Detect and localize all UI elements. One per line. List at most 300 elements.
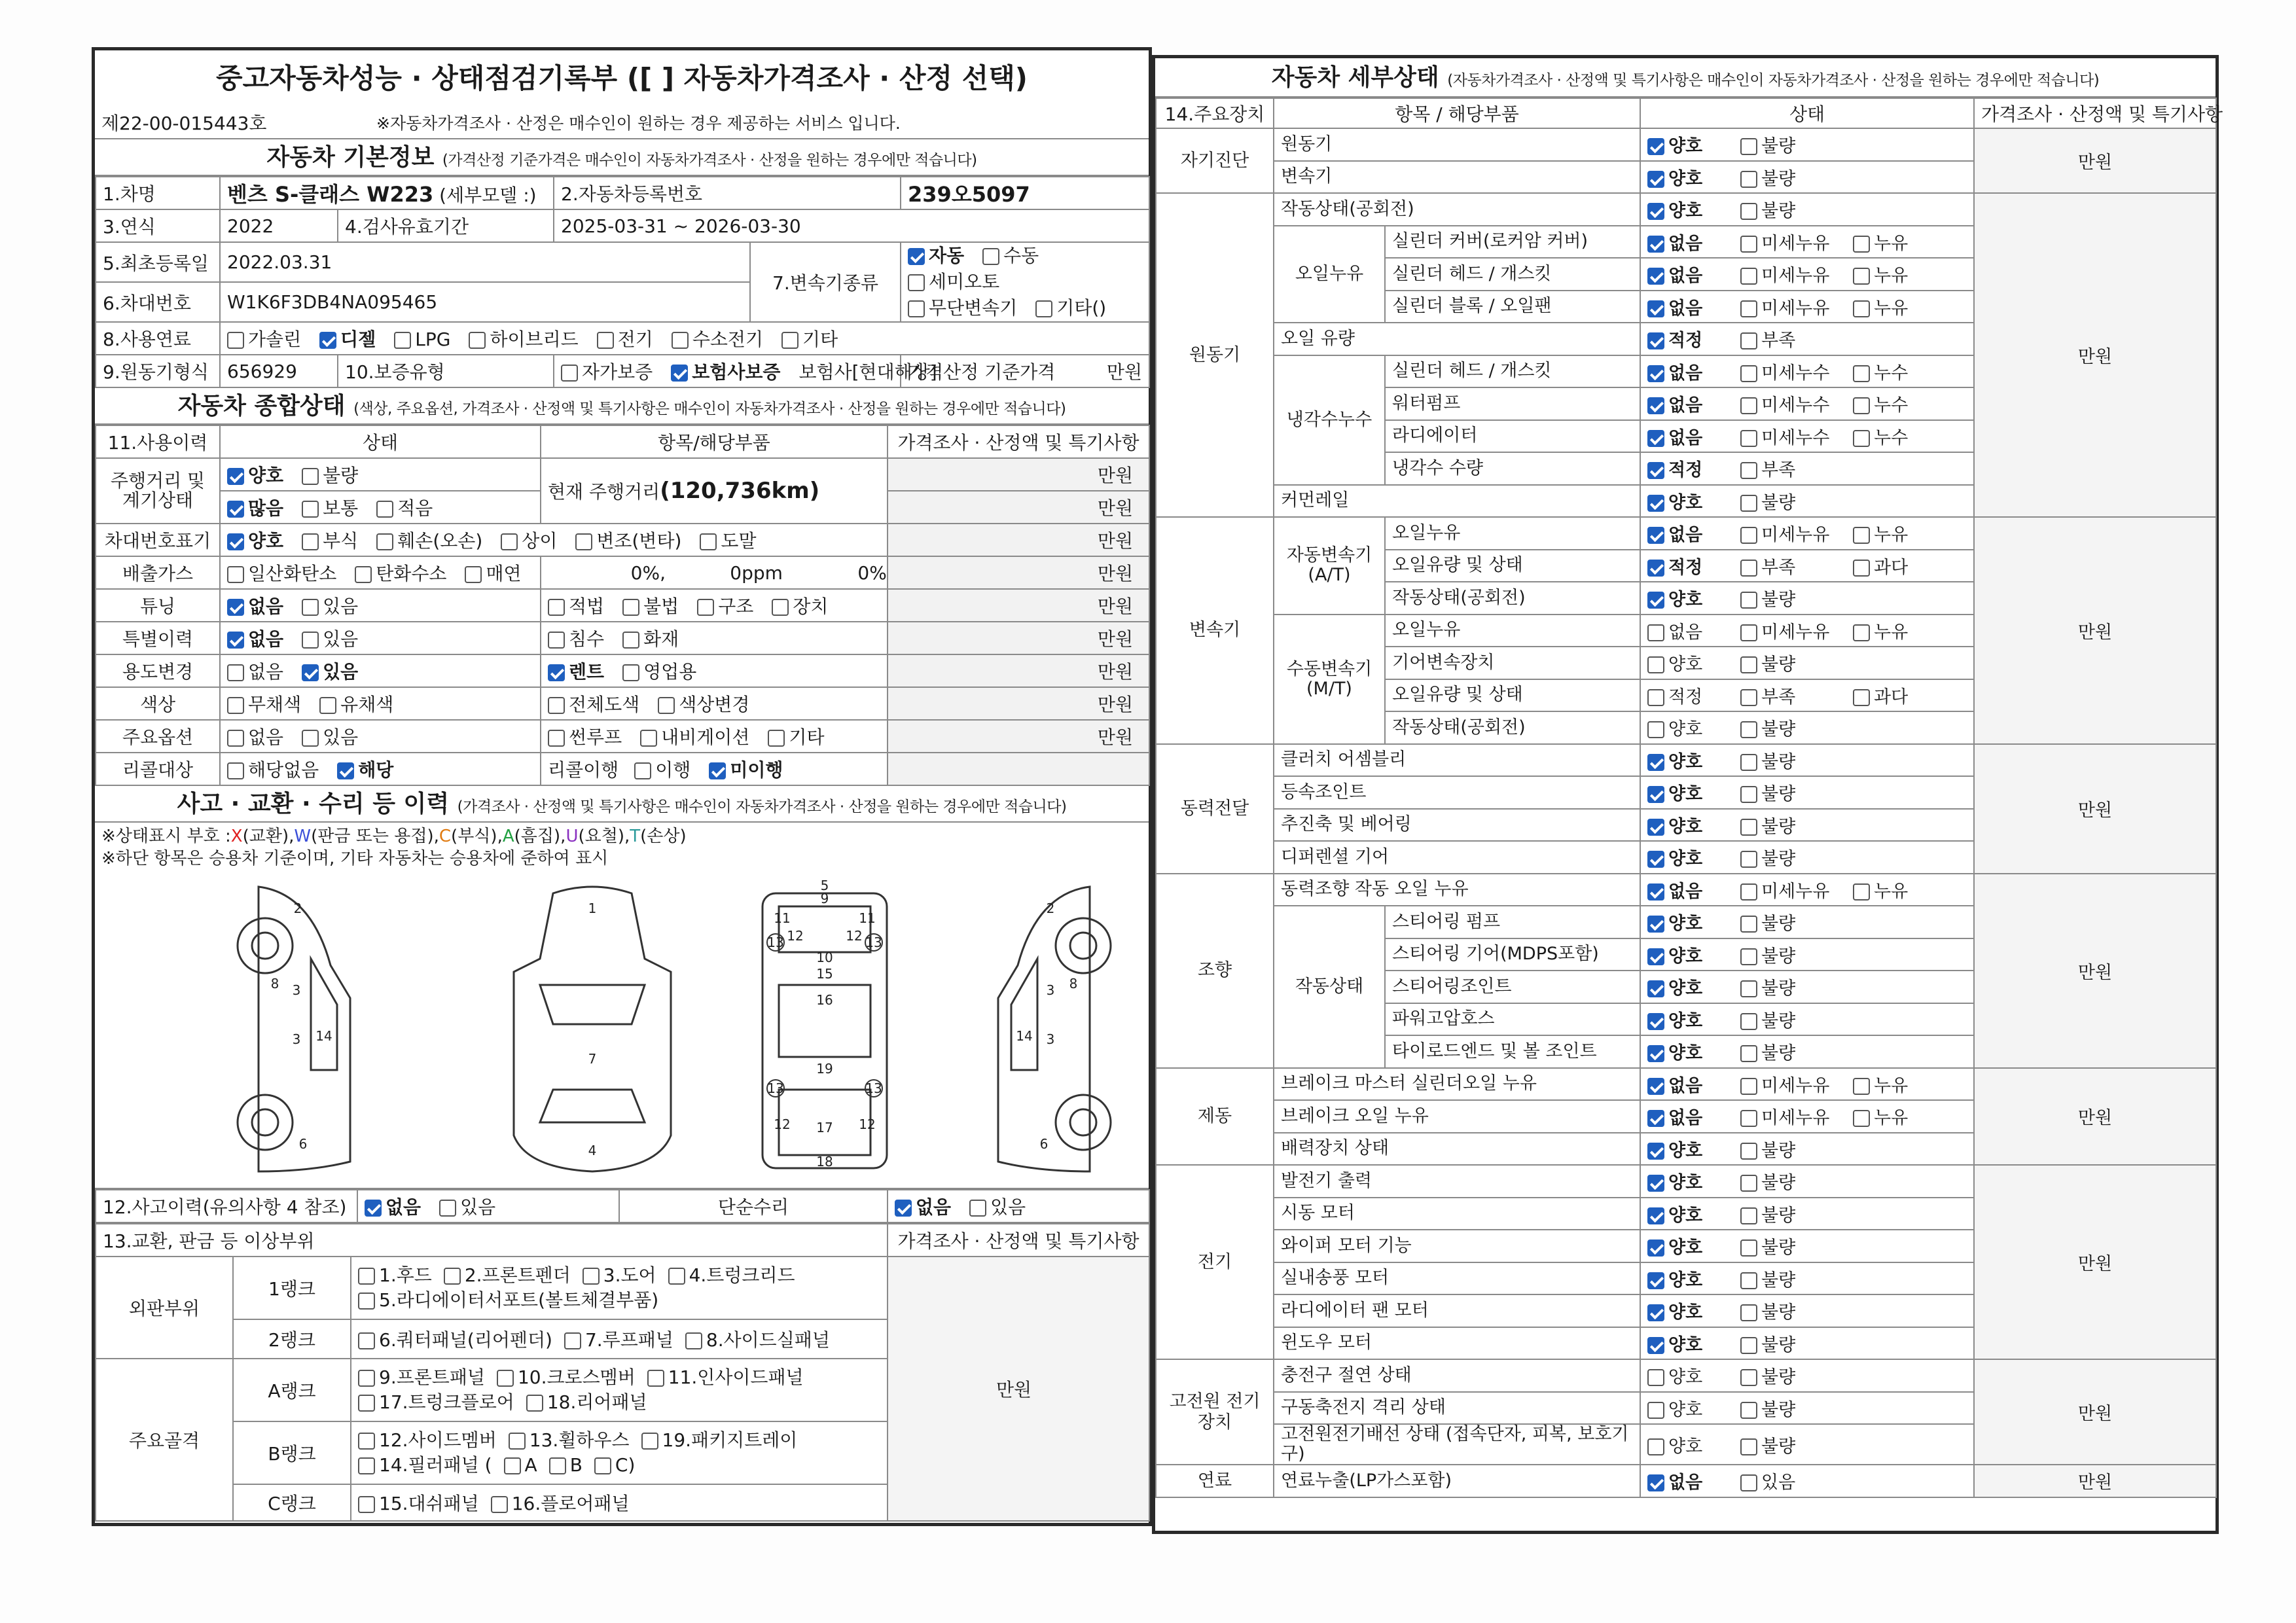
- checkbox-option[interactable]: [672, 325, 763, 351]
- checkbox-checked-icon[interactable]: [548, 664, 565, 681]
- checkbox-empty-icon[interactable]: [1647, 1369, 1664, 1386]
- checkbox-option[interactable]: [1740, 1071, 1839, 1097]
- checkbox-option[interactable]: [1740, 1395, 1839, 1421]
- checkbox-option[interactable]: [1740, 1363, 1839, 1388]
- checkbox-option[interactable]: [1740, 553, 1839, 579]
- checkbox-empty-icon[interactable]: [1740, 1369, 1757, 1386]
- checkbox-option[interactable]: [1647, 520, 1726, 546]
- checkbox-empty-icon[interactable]: [1853, 365, 1870, 382]
- checkbox-option[interactable]: [1740, 391, 1839, 416]
- checkbox-checked-icon[interactable]: [1647, 560, 1664, 577]
- checkbox-option[interactable]: [1740, 844, 1839, 870]
- checkbox-empty-icon[interactable]: [394, 332, 411, 349]
- checkbox-empty-icon[interactable]: [1035, 300, 1052, 317]
- checkbox-empty-icon[interactable]: [1740, 1110, 1757, 1127]
- checkbox-option[interactable]: [1740, 1007, 1839, 1032]
- checkbox-empty-icon[interactable]: [1853, 1078, 1870, 1095]
- checkbox-empty-icon[interactable]: [439, 1200, 456, 1217]
- checkbox-checked-icon[interactable]: [671, 365, 688, 382]
- checkbox-empty-icon[interactable]: [1853, 624, 1870, 641]
- checkbox-option[interactable]: [1853, 553, 1951, 579]
- checkbox-option[interactable]: [1740, 747, 1839, 773]
- checkbox-empty-icon[interactable]: [1853, 689, 1870, 706]
- checkbox-empty-icon[interactable]: [1740, 138, 1757, 155]
- checkbox-option[interactable]: [561, 358, 653, 384]
- checkbox-option[interactable]: [1740, 261, 1839, 287]
- checkbox-empty-icon[interactable]: [227, 762, 244, 779]
- checkbox-empty-icon[interactable]: [358, 1370, 375, 1387]
- checkbox-option[interactable]: [597, 325, 653, 351]
- checkbox-empty-icon[interactable]: [781, 332, 798, 349]
- checkbox-empty-icon[interactable]: [469, 332, 486, 349]
- checkbox-empty-icon[interactable]: [1647, 656, 1664, 673]
- checkbox-option[interactable]: [1740, 1266, 1839, 1291]
- checkbox-option[interactable]: [697, 592, 753, 618]
- checkbox-empty-icon[interactable]: [548, 697, 565, 714]
- checkbox-option[interactable]: [634, 756, 691, 782]
- checkbox-checked-icon[interactable]: [1647, 332, 1664, 349]
- checkbox-empty-icon[interactable]: [634, 762, 651, 779]
- checkbox-empty-icon[interactable]: [1853, 430, 1870, 447]
- checkbox-empty-icon[interactable]: [465, 566, 482, 583]
- checkbox-checked-icon[interactable]: [1647, 1045, 1664, 1062]
- checkbox-option[interactable]: [394, 329, 450, 350]
- checkbox-empty-icon[interactable]: [969, 1200, 986, 1217]
- checkbox-empty-icon[interactable]: [1740, 624, 1757, 641]
- checkbox-empty-icon[interactable]: [1740, 721, 1757, 738]
- checkbox-option[interactable]: [1647, 326, 1726, 351]
- checkbox-empty-icon[interactable]: [1647, 1438, 1664, 1455]
- checkbox-empty-icon[interactable]: [908, 300, 925, 317]
- checkbox-option[interactable]: [1740, 715, 1839, 740]
- checkbox-option[interactable]: [1740, 229, 1839, 255]
- checkbox-option[interactable]: [1740, 1233, 1839, 1258]
- checkbox-option[interactable]: [358, 1489, 479, 1516]
- checkbox-empty-icon[interactable]: [1853, 1110, 1870, 1127]
- checkbox-empty-icon[interactable]: [227, 697, 244, 714]
- checkbox-option[interactable]: [1647, 229, 1726, 255]
- checkbox-option[interactable]: [1740, 683, 1839, 708]
- checkbox-option[interactable]: [1740, 1168, 1839, 1194]
- checkbox-empty-icon[interactable]: [1647, 721, 1664, 738]
- checkbox-checked-icon[interactable]: [1647, 1175, 1664, 1192]
- checkbox-checked-icon[interactable]: [1647, 592, 1664, 609]
- checkbox-empty-icon[interactable]: [1853, 883, 1870, 901]
- checkbox-option[interactable]: [1647, 1363, 1726, 1388]
- checkbox-option[interactable]: [772, 592, 828, 618]
- checkbox-option[interactable]: [1740, 294, 1839, 319]
- checkbox-checked-icon[interactable]: [1647, 365, 1664, 382]
- checkbox-checked-icon[interactable]: [1647, 300, 1664, 317]
- checkbox-checked-icon[interactable]: [1647, 1272, 1664, 1289]
- checkbox-option[interactable]: [1647, 1136, 1726, 1162]
- checkbox-empty-icon[interactable]: [548, 730, 565, 747]
- checkbox-option[interactable]: [227, 723, 283, 749]
- checkbox-option[interactable]: [1647, 1266, 1726, 1291]
- checkbox-option[interactable]: [1740, 909, 1839, 935]
- checkbox-empty-icon[interactable]: [1740, 171, 1757, 188]
- checkbox-option[interactable]: [358, 1326, 552, 1352]
- checkbox-empty-icon[interactable]: [908, 274, 925, 291]
- checkbox-empty-icon[interactable]: [1740, 236, 1757, 253]
- checkbox-empty-icon[interactable]: [548, 599, 565, 616]
- checkbox-option[interactable]: [1647, 585, 1726, 611]
- checkbox-option[interactable]: [1740, 1432, 1839, 1457]
- checkbox-empty-icon[interactable]: [504, 1457, 521, 1474]
- checkbox-checked-icon[interactable]: [1647, 1143, 1664, 1160]
- checkbox-empty-icon[interactable]: [697, 599, 714, 616]
- checkbox-checked-icon[interactable]: [1647, 1474, 1664, 1491]
- checkbox-option[interactable]: [700, 527, 756, 553]
- checkbox-empty-icon[interactable]: [548, 632, 565, 649]
- checkbox-option[interactable]: [1853, 520, 1951, 546]
- checkbox-option[interactable]: [227, 560, 336, 586]
- checkbox-option[interactable]: [969, 1193, 1026, 1219]
- checkbox-empty-icon[interactable]: [1740, 495, 1757, 512]
- checkbox-option[interactable]: [302, 461, 358, 488]
- checkbox-option[interactable]: [358, 1288, 658, 1313]
- checkbox-option[interactable]: [1740, 359, 1839, 384]
- checkbox-empty-icon[interactable]: [444, 1268, 461, 1285]
- checkbox-option[interactable]: [781, 325, 838, 351]
- checkbox-empty-icon[interactable]: [622, 599, 639, 616]
- checkbox-option[interactable]: [302, 494, 358, 520]
- checkbox-option[interactable]: [1740, 650, 1839, 675]
- checkbox-empty-icon[interactable]: [1740, 1304, 1757, 1321]
- checkbox-empty-icon[interactable]: [376, 533, 393, 550]
- checkbox-option[interactable]: [1740, 1330, 1839, 1356]
- checkbox-option[interactable]: [1853, 294, 1951, 319]
- checkbox-option[interactable]: [439, 1193, 495, 1219]
- checkbox-option[interactable]: [1647, 1071, 1726, 1097]
- checkbox-empty-icon[interactable]: [227, 566, 244, 583]
- checkbox-option[interactable]: [1647, 683, 1726, 708]
- checkbox-option[interactable]: [1647, 1103, 1726, 1129]
- checkbox-option[interactable]: [908, 269, 999, 295]
- checkbox-option[interactable]: [1853, 1071, 1951, 1097]
- checkbox-option[interactable]: [1740, 974, 1839, 999]
- checkbox-empty-icon[interactable]: [227, 730, 244, 747]
- checkbox-checked-icon[interactable]: [1647, 138, 1664, 155]
- checkbox-checked-icon[interactable]: [1647, 1337, 1664, 1354]
- checkbox-option[interactable]: [355, 560, 446, 586]
- checkbox-option[interactable]: [622, 658, 696, 684]
- checkbox-option[interactable]: [1740, 423, 1839, 449]
- checkbox-empty-icon[interactable]: [583, 1268, 600, 1285]
- checkbox-empty-icon[interactable]: [497, 1370, 514, 1387]
- checkbox-empty-icon[interactable]: [1740, 300, 1757, 317]
- checkbox-option[interactable]: [594, 1453, 635, 1478]
- checkbox-empty-icon[interactable]: [1740, 1207, 1757, 1224]
- checkbox-option[interactable]: [548, 723, 622, 749]
- checkbox-option[interactable]: [1647, 877, 1726, 902]
- checkbox-option[interactable]: [1647, 359, 1726, 384]
- checkbox-option[interactable]: [1740, 942, 1839, 967]
- checkbox-empty-icon[interactable]: [358, 1395, 375, 1412]
- checkbox-option[interactable]: [302, 625, 358, 651]
- checkbox-option[interactable]: [358, 1365, 485, 1390]
- checkbox-empty-icon[interactable]: [358, 1496, 375, 1513]
- checkbox-empty-icon[interactable]: [501, 533, 518, 550]
- checkbox-empty-icon[interactable]: [1740, 1402, 1757, 1419]
- checkbox-option[interactable]: [469, 325, 578, 351]
- checkbox-empty-icon[interactable]: [641, 1433, 658, 1450]
- checkbox-checked-icon[interactable]: [1647, 1240, 1664, 1257]
- checkbox-option[interactable]: [1647, 294, 1726, 319]
- checkbox-checked-icon[interactable]: [1647, 851, 1664, 868]
- checkbox-empty-icon[interactable]: [376, 501, 393, 518]
- checkbox-option[interactable]: [1647, 1233, 1726, 1258]
- checkbox-option[interactable]: [1647, 164, 1726, 190]
- checkbox-option[interactable]: [302, 658, 358, 684]
- checkbox-empty-icon[interactable]: [640, 730, 657, 747]
- checkbox-option[interactable]: [1740, 164, 1839, 190]
- checkbox-empty-icon[interactable]: [668, 1268, 685, 1285]
- checkbox-option[interactable]: [1647, 747, 1726, 773]
- checkbox-empty-icon[interactable]: [561, 365, 578, 382]
- checkbox-empty-icon[interactable]: [355, 566, 372, 583]
- checkbox-empty-icon[interactable]: [1740, 980, 1757, 997]
- checkbox-option[interactable]: [1740, 455, 1839, 481]
- checkbox-empty-icon[interactable]: [564, 1332, 581, 1349]
- checkbox-checked-icon[interactable]: [365, 1200, 382, 1217]
- checkbox-option[interactable]: [982, 243, 1039, 269]
- checkbox-checked-icon[interactable]: [1647, 819, 1664, 836]
- checkbox-checked-icon[interactable]: [1647, 495, 1664, 512]
- checkbox-empty-icon[interactable]: [1740, 1474, 1757, 1491]
- checkbox-empty-icon[interactable]: [358, 1268, 375, 1285]
- checkbox-option[interactable]: [1853, 229, 1951, 255]
- checkbox-option[interactable]: [1740, 326, 1839, 351]
- checkbox-empty-icon[interactable]: [672, 332, 689, 349]
- checkbox-option[interactable]: [685, 1326, 830, 1352]
- checkbox-option[interactable]: [1647, 974, 1726, 999]
- checkbox-empty-icon[interactable]: [700, 533, 717, 550]
- checkbox-option[interactable]: [358, 1390, 514, 1415]
- checkbox-option[interactable]: [709, 756, 783, 782]
- checkbox-option[interactable]: [1853, 359, 1951, 384]
- checkbox-checked-icon[interactable]: [895, 1200, 912, 1217]
- checkbox-option[interactable]: [1647, 455, 1726, 481]
- checkbox-option[interactable]: [1647, 650, 1726, 675]
- checkbox-option[interactable]: [1647, 1039, 1726, 1064]
- checkbox-empty-icon[interactable]: [772, 599, 789, 616]
- checkbox-option[interactable]: [227, 592, 283, 618]
- checkbox-option[interactable]: [1740, 618, 1839, 643]
- checkbox-option[interactable]: [1647, 1298, 1726, 1323]
- checkbox-empty-icon[interactable]: [1647, 1402, 1664, 1419]
- checkbox-option[interactable]: [1647, 1201, 1726, 1226]
- checkbox-option[interactable]: [1740, 488, 1839, 514]
- checkbox-checked-icon[interactable]: [1647, 1110, 1664, 1127]
- checkbox-option[interactable]: [337, 756, 393, 782]
- checkbox-option[interactable]: [1853, 877, 1951, 902]
- checkbox-option[interactable]: [647, 1365, 804, 1390]
- checkbox-option[interactable]: [302, 723, 358, 749]
- checkbox-option[interactable]: [1853, 1103, 1951, 1129]
- checkbox-option[interactable]: [1740, 1201, 1839, 1226]
- checkbox-checked-icon[interactable]: [337, 762, 354, 779]
- checkbox-option[interactable]: [1647, 1168, 1726, 1194]
- checkbox-option[interactable]: [1647, 261, 1726, 287]
- checkbox-checked-icon[interactable]: [227, 468, 244, 485]
- checkbox-option[interactable]: [302, 527, 358, 553]
- checkbox-option[interactable]: [1853, 618, 1951, 643]
- checkbox-option[interactable]: [497, 1365, 636, 1390]
- checkbox-option[interactable]: [1647, 942, 1726, 967]
- checkbox-empty-icon[interactable]: [768, 730, 785, 747]
- checkbox-empty-icon[interactable]: [1853, 236, 1870, 253]
- checkbox-empty-icon[interactable]: [358, 1433, 375, 1450]
- checkbox-option[interactable]: [768, 723, 824, 749]
- checkbox-empty-icon[interactable]: [1853, 300, 1870, 317]
- checkbox-empty-icon[interactable]: [1740, 851, 1757, 868]
- checkbox-empty-icon[interactable]: [982, 248, 999, 265]
- checkbox-checked-icon[interactable]: [1647, 236, 1664, 253]
- checkbox-empty-icon[interactable]: [1647, 624, 1664, 641]
- checkbox-empty-icon[interactable]: [1853, 397, 1870, 414]
- checkbox-option[interactable]: [319, 690, 393, 717]
- checkbox-empty-icon[interactable]: [1740, 1272, 1757, 1289]
- checkbox-option[interactable]: [1647, 391, 1726, 416]
- checkbox-option[interactable]: [908, 295, 1017, 321]
- checkbox-empty-icon[interactable]: [597, 332, 614, 349]
- checkbox-option[interactable]: [575, 527, 681, 553]
- checkbox-empty-icon[interactable]: [1740, 1175, 1757, 1192]
- checkbox-option[interactable]: [227, 494, 283, 520]
- checkbox-empty-icon[interactable]: [1740, 1240, 1757, 1257]
- checkbox-option[interactable]: [1740, 1103, 1839, 1129]
- checkbox-option[interactable]: [641, 1428, 798, 1453]
- checkbox-option[interactable]: [526, 1390, 647, 1415]
- checkbox-option[interactable]: [465, 560, 521, 586]
- checkbox-empty-icon[interactable]: [622, 632, 639, 649]
- checkbox-empty-icon[interactable]: [509, 1433, 526, 1450]
- checkbox-option[interactable]: [1740, 1039, 1839, 1064]
- checkbox-empty-icon[interactable]: [1740, 689, 1757, 706]
- checkbox-option[interactable]: [365, 1193, 421, 1219]
- checkbox-checked-icon[interactable]: [302, 664, 319, 681]
- checkbox-option[interactable]: [1740, 585, 1839, 611]
- checkbox-option[interactable]: [302, 592, 358, 618]
- checkbox-option[interactable]: [227, 461, 283, 488]
- checkbox-option[interactable]: [895, 1193, 951, 1219]
- checkbox-empty-icon[interactable]: [302, 632, 319, 649]
- checkbox-empty-icon[interactable]: [319, 697, 336, 714]
- checkbox-empty-icon[interactable]: [1740, 1013, 1757, 1030]
- checkbox-empty-icon[interactable]: [1647, 689, 1664, 706]
- checkbox-option[interactable]: [564, 1326, 673, 1352]
- checkbox-option[interactable]: [1647, 488, 1726, 514]
- checkbox-empty-icon[interactable]: [1853, 527, 1870, 544]
- checkbox-option[interactable]: [227, 690, 301, 717]
- checkbox-option[interactable]: [358, 1428, 497, 1453]
- checkbox-empty-icon[interactable]: [227, 332, 244, 349]
- checkbox-empty-icon[interactable]: [1740, 430, 1757, 447]
- checkbox-option[interactable]: [1647, 812, 1726, 838]
- checkbox-empty-icon[interactable]: [302, 599, 319, 616]
- checkbox-empty-icon[interactable]: [1740, 656, 1757, 673]
- checkbox-option[interactable]: [583, 1263, 656, 1288]
- checkbox-option[interactable]: [1647, 196, 1726, 222]
- checkbox-empty-icon[interactable]: [1740, 883, 1757, 901]
- checkbox-option[interactable]: [501, 527, 557, 553]
- checkbox-option[interactable]: [1647, 715, 1726, 740]
- checkbox-checked-icon[interactable]: [1647, 1304, 1664, 1321]
- checkbox-option[interactable]: [671, 358, 780, 384]
- checkbox-empty-icon[interactable]: [1740, 397, 1757, 414]
- checkbox-option[interactable]: [509, 1428, 630, 1453]
- checkbox-option[interactable]: [1035, 295, 1106, 321]
- checkbox-checked-icon[interactable]: [1647, 948, 1664, 965]
- checkbox-option[interactable]: [1647, 423, 1726, 449]
- checkbox-option[interactable]: [548, 690, 639, 717]
- checkbox-option[interactable]: [1740, 812, 1839, 838]
- checkbox-empty-icon[interactable]: [1740, 1143, 1757, 1160]
- checkbox-empty-icon[interactable]: [1853, 560, 1870, 577]
- checkbox-option[interactable]: [227, 527, 283, 553]
- checkbox-empty-icon[interactable]: [358, 1332, 375, 1349]
- checkbox-option[interactable]: [1853, 423, 1951, 449]
- checkbox-option[interactable]: [640, 723, 749, 749]
- checkbox-empty-icon[interactable]: [1740, 462, 1757, 479]
- checkbox-checked-icon[interactable]: [1647, 430, 1664, 447]
- checkbox-option[interactable]: [658, 690, 749, 717]
- checkbox-checked-icon[interactable]: [1647, 203, 1664, 220]
- checkbox-option[interactable]: [1647, 779, 1726, 805]
- checkbox-option[interactable]: [1740, 1468, 1839, 1493]
- checkbox-option[interactable]: [358, 1453, 492, 1478]
- checkbox-empty-icon[interactable]: [491, 1496, 508, 1513]
- checkbox-option[interactable]: [1647, 1330, 1726, 1356]
- checkbox-option[interactable]: [1740, 1298, 1839, 1323]
- checkbox-checked-icon[interactable]: [319, 332, 336, 349]
- checkbox-empty-icon[interactable]: [1740, 203, 1757, 220]
- checkbox-option[interactable]: [1647, 1432, 1726, 1457]
- checkbox-option[interactable]: [358, 1263, 432, 1288]
- checkbox-empty-icon[interactable]: [302, 468, 319, 485]
- checkbox-option[interactable]: [548, 625, 604, 651]
- checkbox-option[interactable]: [1740, 1136, 1839, 1162]
- checkbox-empty-icon[interactable]: [302, 533, 319, 550]
- checkbox-empty-icon[interactable]: [1740, 1045, 1757, 1062]
- checkbox-empty-icon[interactable]: [594, 1457, 611, 1474]
- checkbox-empty-icon[interactable]: [1740, 754, 1757, 771]
- checkbox-empty-icon[interactable]: [1740, 332, 1757, 349]
- checkbox-option[interactable]: [227, 625, 283, 651]
- checkbox-checked-icon[interactable]: [1647, 1078, 1664, 1095]
- checkbox-checked-icon[interactable]: [1647, 980, 1664, 997]
- checkbox-option[interactable]: [1647, 553, 1726, 579]
- checkbox-option[interactable]: [1853, 261, 1951, 287]
- checkbox-checked-icon[interactable]: [1647, 171, 1664, 188]
- checkbox-option[interactable]: [376, 494, 433, 520]
- checkbox-option[interactable]: [668, 1263, 795, 1288]
- checkbox-checked-icon[interactable]: [1647, 916, 1664, 933]
- checkbox-option[interactable]: [1647, 844, 1726, 870]
- checkbox-option[interactable]: [444, 1263, 571, 1288]
- checkbox-checked-icon[interactable]: [908, 248, 925, 265]
- checkbox-empty-icon[interactable]: [227, 664, 244, 681]
- checkbox-empty-icon[interactable]: [1740, 786, 1757, 803]
- checkbox-checked-icon[interactable]: [1647, 397, 1664, 414]
- checkbox-option[interactable]: [1647, 132, 1726, 157]
- checkbox-checked-icon[interactable]: [1647, 527, 1664, 544]
- checkbox-empty-icon[interactable]: [685, 1332, 702, 1349]
- checkbox-empty-icon[interactable]: [1740, 365, 1757, 382]
- checkbox-empty-icon[interactable]: [358, 1293, 375, 1310]
- checkbox-option[interactable]: [504, 1453, 537, 1478]
